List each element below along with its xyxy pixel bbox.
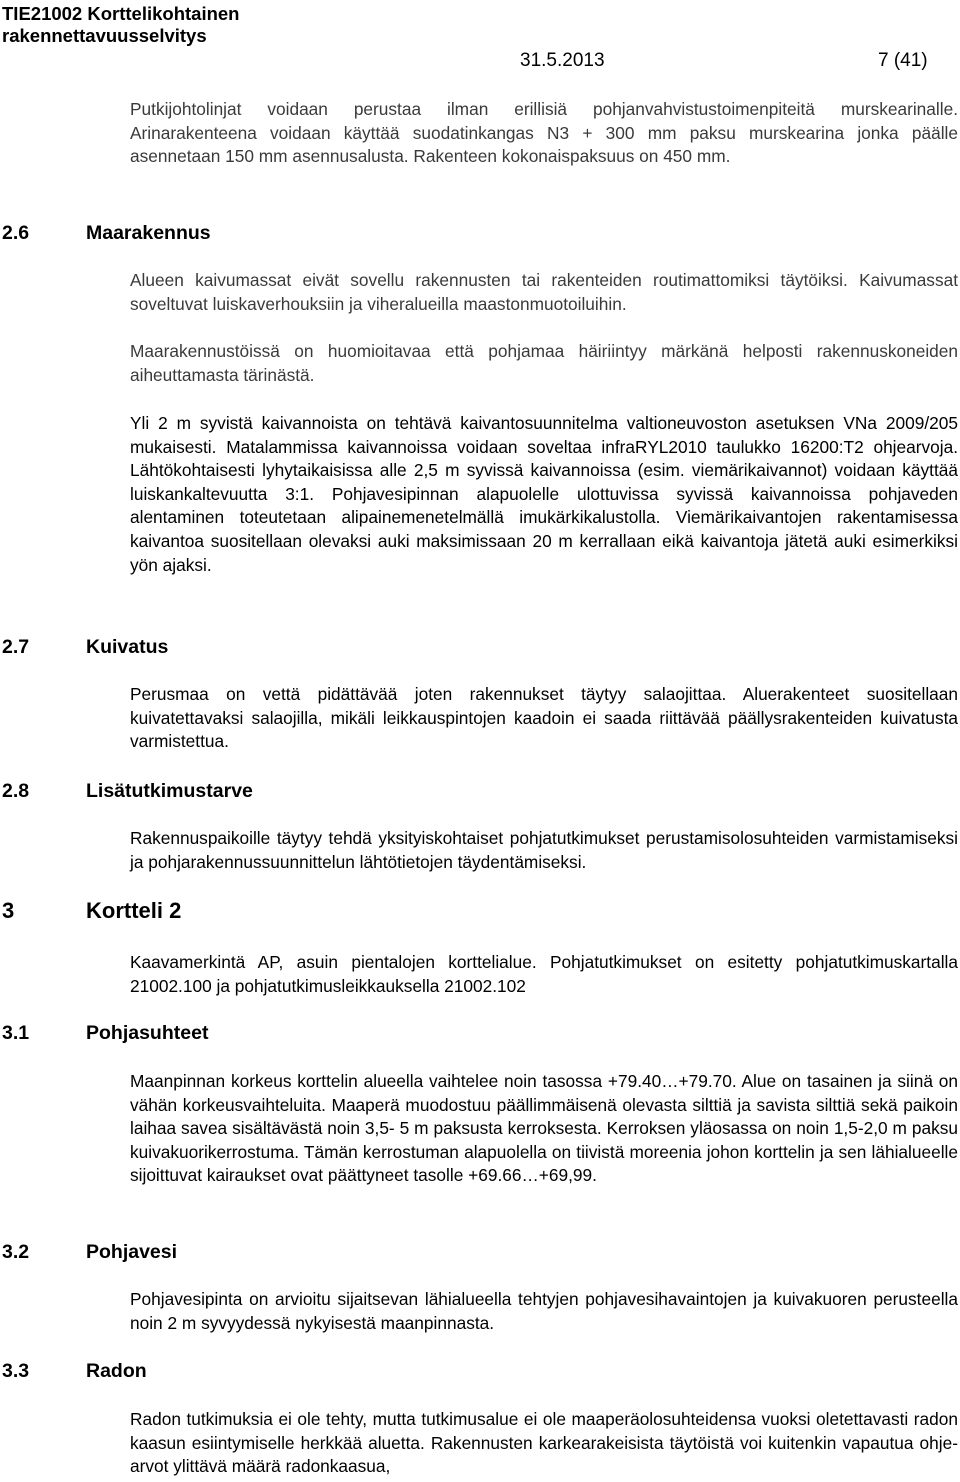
section-heading-2-6 xyxy=(2,222,211,245)
paragraph-lisatutkimus: Rakennuspaikoille täytyy tehdä yksityiskohtaiset pohjatutkimukset perustamisolosuhteiden varmistamiseksi ja pohjarakennussuunnittelun lähtötietojen täydentämiseksi. xyxy=(130,828,958,872)
section-heading-2-7 xyxy=(2,636,168,659)
paragraph-pohjasuhteet: Maanpinnan korkeus korttelin alueella vaihtelee noin tasossa +79.40…+79.70. Alue on tasainen ja siinä on vähän korkeusvaihteluita. Maaperä muodostuu päällimmäisenä olevasta silttiä ja savista silttiä sekä paikoin laihaa savea sisältävästä noin 3,5- 5 m paksusta kerroksesta. Kerroksen yläosassa on noin 1,5-2,0 m paksu kuivakuorikerrostuma. Tämän kerrostuman alapuolella on tiivistä moreenia johon korttelin ja sen lähialueelle sijoittuvat kairaukset ovat päättyneet tasolle +69.66…+69,99. xyxy=(130,1071,958,1186)
section-title: Pohjasuhteet xyxy=(86,1022,209,1044)
paragraph-tarina: Maarakennustöissä on huomioitavaa että pohjamaa häiriintyy märkänä helposti rakennuskoneiden aiheuttamasta tärinästä. xyxy=(130,341,958,385)
section-title: Kuivatus xyxy=(86,636,169,658)
section-heading-2-8 xyxy=(2,780,253,803)
paragraph-kaivannot: Yli 2 m syvistä kaivannoista on tehtävä kaivantosuunnitelma valtioneuvoston asetuksen VNa 2009/205 mukaisesti. Matalammissa kaivannoissa voidaan soveltaa infraRYL2010 taulukko 16200:T2 ohjearvoja. Lähtökohtaisesti lyhytaikaisissa alle 2,5 m syvissä kaivannoissa (esim. viemärikaivannot) voidaan käyttää luiskankaltevuutta 3:1. Pohjavesipinnan alapuolelle ulottuvissa syvissä kaivannoissa pohjaveden alentaminen toteutetaan alipainemenetelmällä imukärkikalustolla. Viemärikaivantojen rakentamisessa kaivantoa suositellaan olevaksi auki maksimissaan 20 m kerrallaan eikä kaivantoja jätetä auki esimerkiksi yön ajaksi. xyxy=(130,413,958,575)
section-title: Radon xyxy=(86,1360,147,1382)
chapter-number: 3 xyxy=(2,898,15,923)
page-number: 7 (41) xyxy=(878,50,928,71)
section-number: 2.8 xyxy=(2,780,30,802)
section-title: Maarakennus xyxy=(86,222,211,244)
section-number: 3.2 xyxy=(2,1241,30,1263)
document-title-line-1: TIE21002 Korttelikohtainen xyxy=(2,3,240,24)
chapter-title: Kortteli 2 xyxy=(86,898,182,923)
paragraph-kaivumassat: Alueen kaivumassat eivät sovellu rakennusten tai rakenteiden routimattomiksi täytöiksi. Kaivumassat soveltuvat luiskaverhouksiin ja viheralueilla maastonmuotoiluihin. xyxy=(130,270,958,314)
section-heading-3-2 xyxy=(2,1241,177,1264)
document-title-line-2: rakennettavuusselvitys xyxy=(2,25,207,46)
section-heading-3-1 xyxy=(2,1022,208,1045)
document-date: 31.5.2013 xyxy=(520,50,605,71)
section-number: 3.1 xyxy=(2,1022,30,1044)
section-number: 3.3 xyxy=(2,1360,30,1382)
section-number: 2.6 xyxy=(2,222,30,244)
document-title xyxy=(2,3,239,47)
paragraph-kortteli-2: Kaavamerkintä AP, asuin pientalojen korttelialue. Pohjatutkimukset on esitetty pohjatutkimuskartalla 21002.100 ja pohjatutkimusleikkauksella 21002.102 xyxy=(130,952,958,996)
chapter-heading-3 xyxy=(2,898,181,924)
paragraph-pohjavesi: Pohjavesipinta on arvioitu sijaitsevan lähialueella tehtyjen pohjavesihavaintojen ja kuivakuoren perusteella noin 2 m syvyydessä nykyisestä maanpinnasta. xyxy=(130,1289,958,1333)
section-number: 2.7 xyxy=(2,636,30,658)
section-title: Pohjavesi xyxy=(86,1241,178,1263)
paragraph-putkijohtolinjat: Putkijohtolinjat voidaan perustaa ilman erillisiä pohjanvahvistustoimenpiteitä murskearinalle. Arinarakenteena voidaan käyttää suodatinkangas N3 + 300 mm paksu murskearina jonka päälle asennetaan 150 mm asennusalusta. Rakenteen kokonaispaksuus on 450 mm. xyxy=(130,99,958,167)
section-heading-3-3 xyxy=(2,1360,147,1383)
paragraph-kuivatus: Perusmaa on vettä pidättävää joten rakennukset täytyy salaojittaa. Aluerakenteet suositellaan kuivatettavaksi salaojilla, mikäli leikkauspintojen kaadoin ei saada riittävää päällysrakenteiden kuivatusta varmistettua. xyxy=(130,684,958,752)
paragraph-radon: Radon tutkimuksia ei ole tehty, mutta tutkimusalue ei ole maaperäolosuhteidensa vuoksi oletettavasti radon kaasun esiintymiselle herkkää aluetta. Rakennusten karkearakeisista täytöistä voi kuitenkin vapautua ohje-arvot ylittävä määrä radonkaasua, xyxy=(130,1409,958,1477)
section-title: Lisätutkimustarve xyxy=(86,780,253,802)
